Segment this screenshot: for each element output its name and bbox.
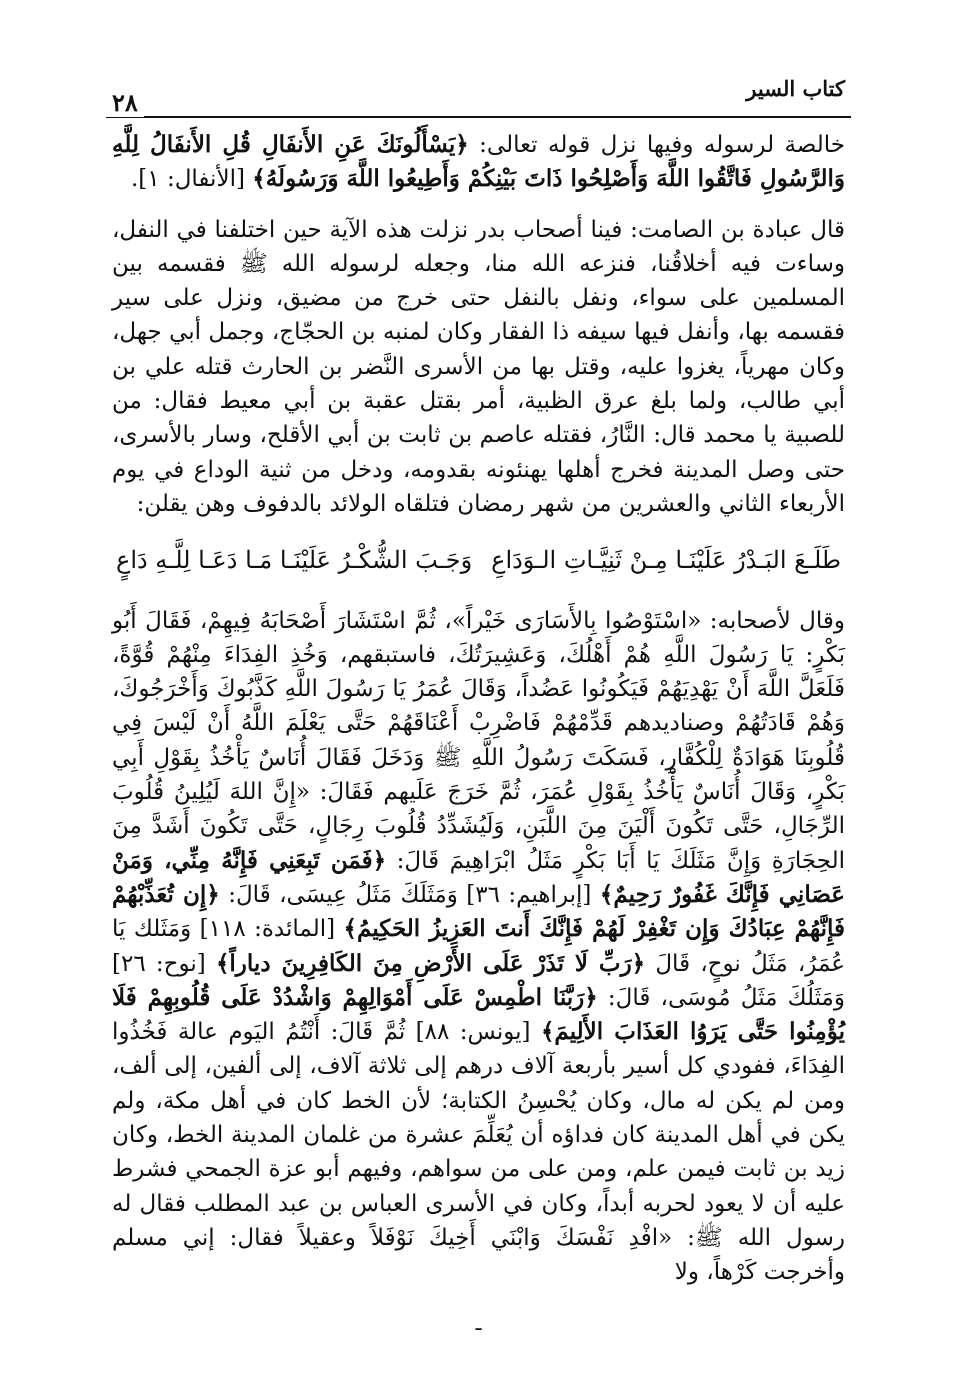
paragraph-1: [112, 128, 845, 197]
running-header: [106, 70, 851, 118]
paragraph-3-part-1: وقال لأصحابه: «اسْتَوْصُوا بِالأَسَارَى خَيْراً»، ثُمَّ اسْتَشَارَ أَصْحَابَهُ فِيهِمْ، فَقَالَ أَبُو بَكْرٍ: يَا رَسُولَ اللَّهِ هُمْ أَهْلُكَ، وَعَشِيرَتُكَ، فاستبقهم، وَخُذِ الفِدَاءَ مِنْهُمْ قُوَّةً، فَلَعَلَّ اللَّهَ أَنْ يَهْدِيَهُمْ فَيَكُونُوا عَضُداً، وَقَالَ عُمَرُ يَا رَسُولَ اللَّهِ كَذَّبُوكَ وَأَخْرَجُوكَ، وَهُمْ قَادَتُهُمْ وصناديدهم قَدِّمْهُمْ فَاضْرِبْ أَعْنَاقَهُمْ حَتَّى يَعْلَمَ اللَّهُ أَنْ لَيْسَ فِي قُلُوبِنَا هَوَادَةٌ لِلْكُفَّارِ، فَسَكَتَ رَسُولُ اللَّهِ ﷺ وَدَخَلَ فَقَالَ أُنَاسٌ يَأْخُذُ بِقَوْلِ أَبِي بَكْرٍ، وَقَالَ أُنَاسٌ يَأْخُذُ بِقَوْلِ عُمَرَ، ثُمَّ خَرَجَ عَلَيهم فَقَالَ: «إِنَّ اللهَ لَيُلِينُ قُلُوبَ الرِّجَالِ، حَتَّى تَكُونَ أَلْيَنَ مِنَ اللَّبَنِ، وَلَيُشَدِّدُ قُلُوبَ رِجَالٍ، حَتَّى تَكُونَ أَشَدَّ مِنَ الحِجَارَةِ وَإِنَّ مَثَلَكَ يَا أَبَا بَكْرٍ مَثَلُ ابْرَاهِيمَ قَالَ:: [112, 607, 845, 874]
poem-verse: [112, 543, 845, 577]
body-text: [112, 128, 845, 1340]
verse-citation-maidah: [المائدة: ١١٨]: [191, 916, 344, 943]
paragraph-2: قال عبادة بن الصامت: فينا أصحاب بدر نزلت هذه الآية حين اختلفنا في النفل، وساءت فيه أخلاقُنا، فنزعه الله منا، وجعله لرسوله الله ﷺ فقسمه بين المسلمين على سواء، ونفل بالنفل حتى خرج من مضيق، ونزل على سير فقسمه بها، وأنفل فيها سيفه ذا الفقار وكان لمنبه بن الحجّاج، وجمل أبي جهل، وكان مهرياً، يغزوا عليه، وقتل بها من الأسرى النَّضر بن الحارث قتله علي بن أبي طالب، ولما بلغ عرق الظبية، أمر بقتل عقبة بن أبي معيط فقال: من للصبية يا محمد قال: النَّارُ، فقتله عاصم بن ثابت بن أبي الأقلح، وسار بالأسرى، حتى وصل المدينة فخرج أهلها يهنئونه بقدومه، ودخل من ثنية الوداع في يوم الأربعاء الثاني والعشرين من شهر رمضان فتلقاه الولائد بالدفوف وهن يقلن:: [112, 216, 845, 517]
paragraph-1-intro: خالصة لرسوله وفيها نزل قوله تعالى:: [468, 132, 845, 158]
quran-verse-anfal: ﴿يَسْأَلُونَكَ عَنِ الأَنفَالِ قُلِ الأَنفَالُ لِلَّهِ وَالرَّسُولِ فَاتَّقُوا اللَّهَ وَأَصْلِحُوا ذَاتَ بَيْنِكُمْ وَأَطِيعُوا اللَّهَ وَرَسُولَهُ﴾: [112, 131, 845, 193]
verse-citation-ibrahim: [إبراهيم: ٣٦]: [457, 881, 600, 908]
book-title: كتاب السير: [746, 76, 845, 101]
paragraph-3-part-2: وَمَثَلَكَ مَثَلُ عِيسَى، قَالَ:: [219, 881, 458, 908]
quran-verse-ibrahim: ﴿فَمَن تَبِعَنِي فَإِنَّهُ مِنِّي، وَمَنْ عَصَانِي فَإِنَّكَ غَفُورٌ رَحِيمٌ﴾: [112, 846, 845, 908]
poem-hemistich-right: طَلَـعَ البَـدْرُ عَلَيْنَـا مِـنْ ثَنِيَّـاتِ الـوَدَاعِ: [491, 546, 841, 575]
page-bottom-mark: ـ: [475, 1310, 482, 1335]
quran-verse-yunus: ﴿رَبَّنَا اطْمِسْ عَلَى أَمْوَالِهِمْ وَاشْدُدْ عَلَى قُلُوبِهِمْ فَلَا يُؤْمِنُوا حَتَّى يَرَوُا العَذَابَ الأَلِيمَ﴾: [112, 983, 845, 1046]
quran-verse-nuh: ﴿رَبِّ لَا تَذَرْ عَلَى الأَرْضِ مِنَ الكَافِرِينَ دياراً﴾: [215, 949, 646, 977]
paragraph-3-part-5: ثُمَّ قَالَ: أَنْتُمُ اليَوم عالة فَخُذُوا الفِدَاءَ، ففودي كل أسير بأربعة آلاف درهم إلى ثلاثة آلاف، إلى ألفين، إلى ألف، ومن لم يكن له مال، وكان يُحْسِنُ الكتابة؛ لأن الخط كان في أهل مكة، ولم يكن في أهل المدينة كان فداؤه أن يُعَلِّمَ عشرة من غلمان المدينة الخط، وكان زيد بن ثابت فيمن علم، ومن على من سواهم، وفيهم أبو عزة الجمحي فشرط عليه أن لا يعود لحربه أبداً، وكان في الأسرى العباس بن عبد المطلب فقال له رسول الله ﷺ: «افْدِ نَفْسَكَ وَابْنَي أَخِيكَ نَوْفَلاً وعقيلاً فقال: إني مسلم وأخرجت كَرْهاً، ولا: [112, 1019, 845, 1286]
verse-citation-yunus: [يونس: ٨٨]: [405, 1019, 541, 1046]
paragraph-3-part-3: وَمَثَلك يَا عُمَرُ، مَثَلُ نوحٍ، قَالَ: [112, 916, 845, 977]
quran-verse-maidah: ﴿إِن تُعَذِّبْهُمْ فَإِنَّهُمْ عِبَادُكَ وَإِن تَغْفِرْ لَهُمْ فَإِنَّكَ أَنتَ العَزِيزُ الحَكِيمُ﴾: [112, 880, 845, 943]
paragraph-3: [112, 604, 845, 1290]
page-number: ٢٨: [106, 88, 144, 117]
verse-citation-anfal: [الأنفال: ١].: [130, 166, 253, 193]
paragraph-3-part-4: وَمَثَلُكَ مَثَلُ مُوسَى، قَالَ:: [597, 984, 845, 1011]
poem-hemistich-left: وَجَـبَ الشُّكْـرُ عَلَيْنَـا مَـا دَعَـا لِلَّـهِ دَاعٍ: [116, 546, 473, 575]
verse-citation-nuh: [نوح: ٢٦]: [112, 950, 216, 977]
